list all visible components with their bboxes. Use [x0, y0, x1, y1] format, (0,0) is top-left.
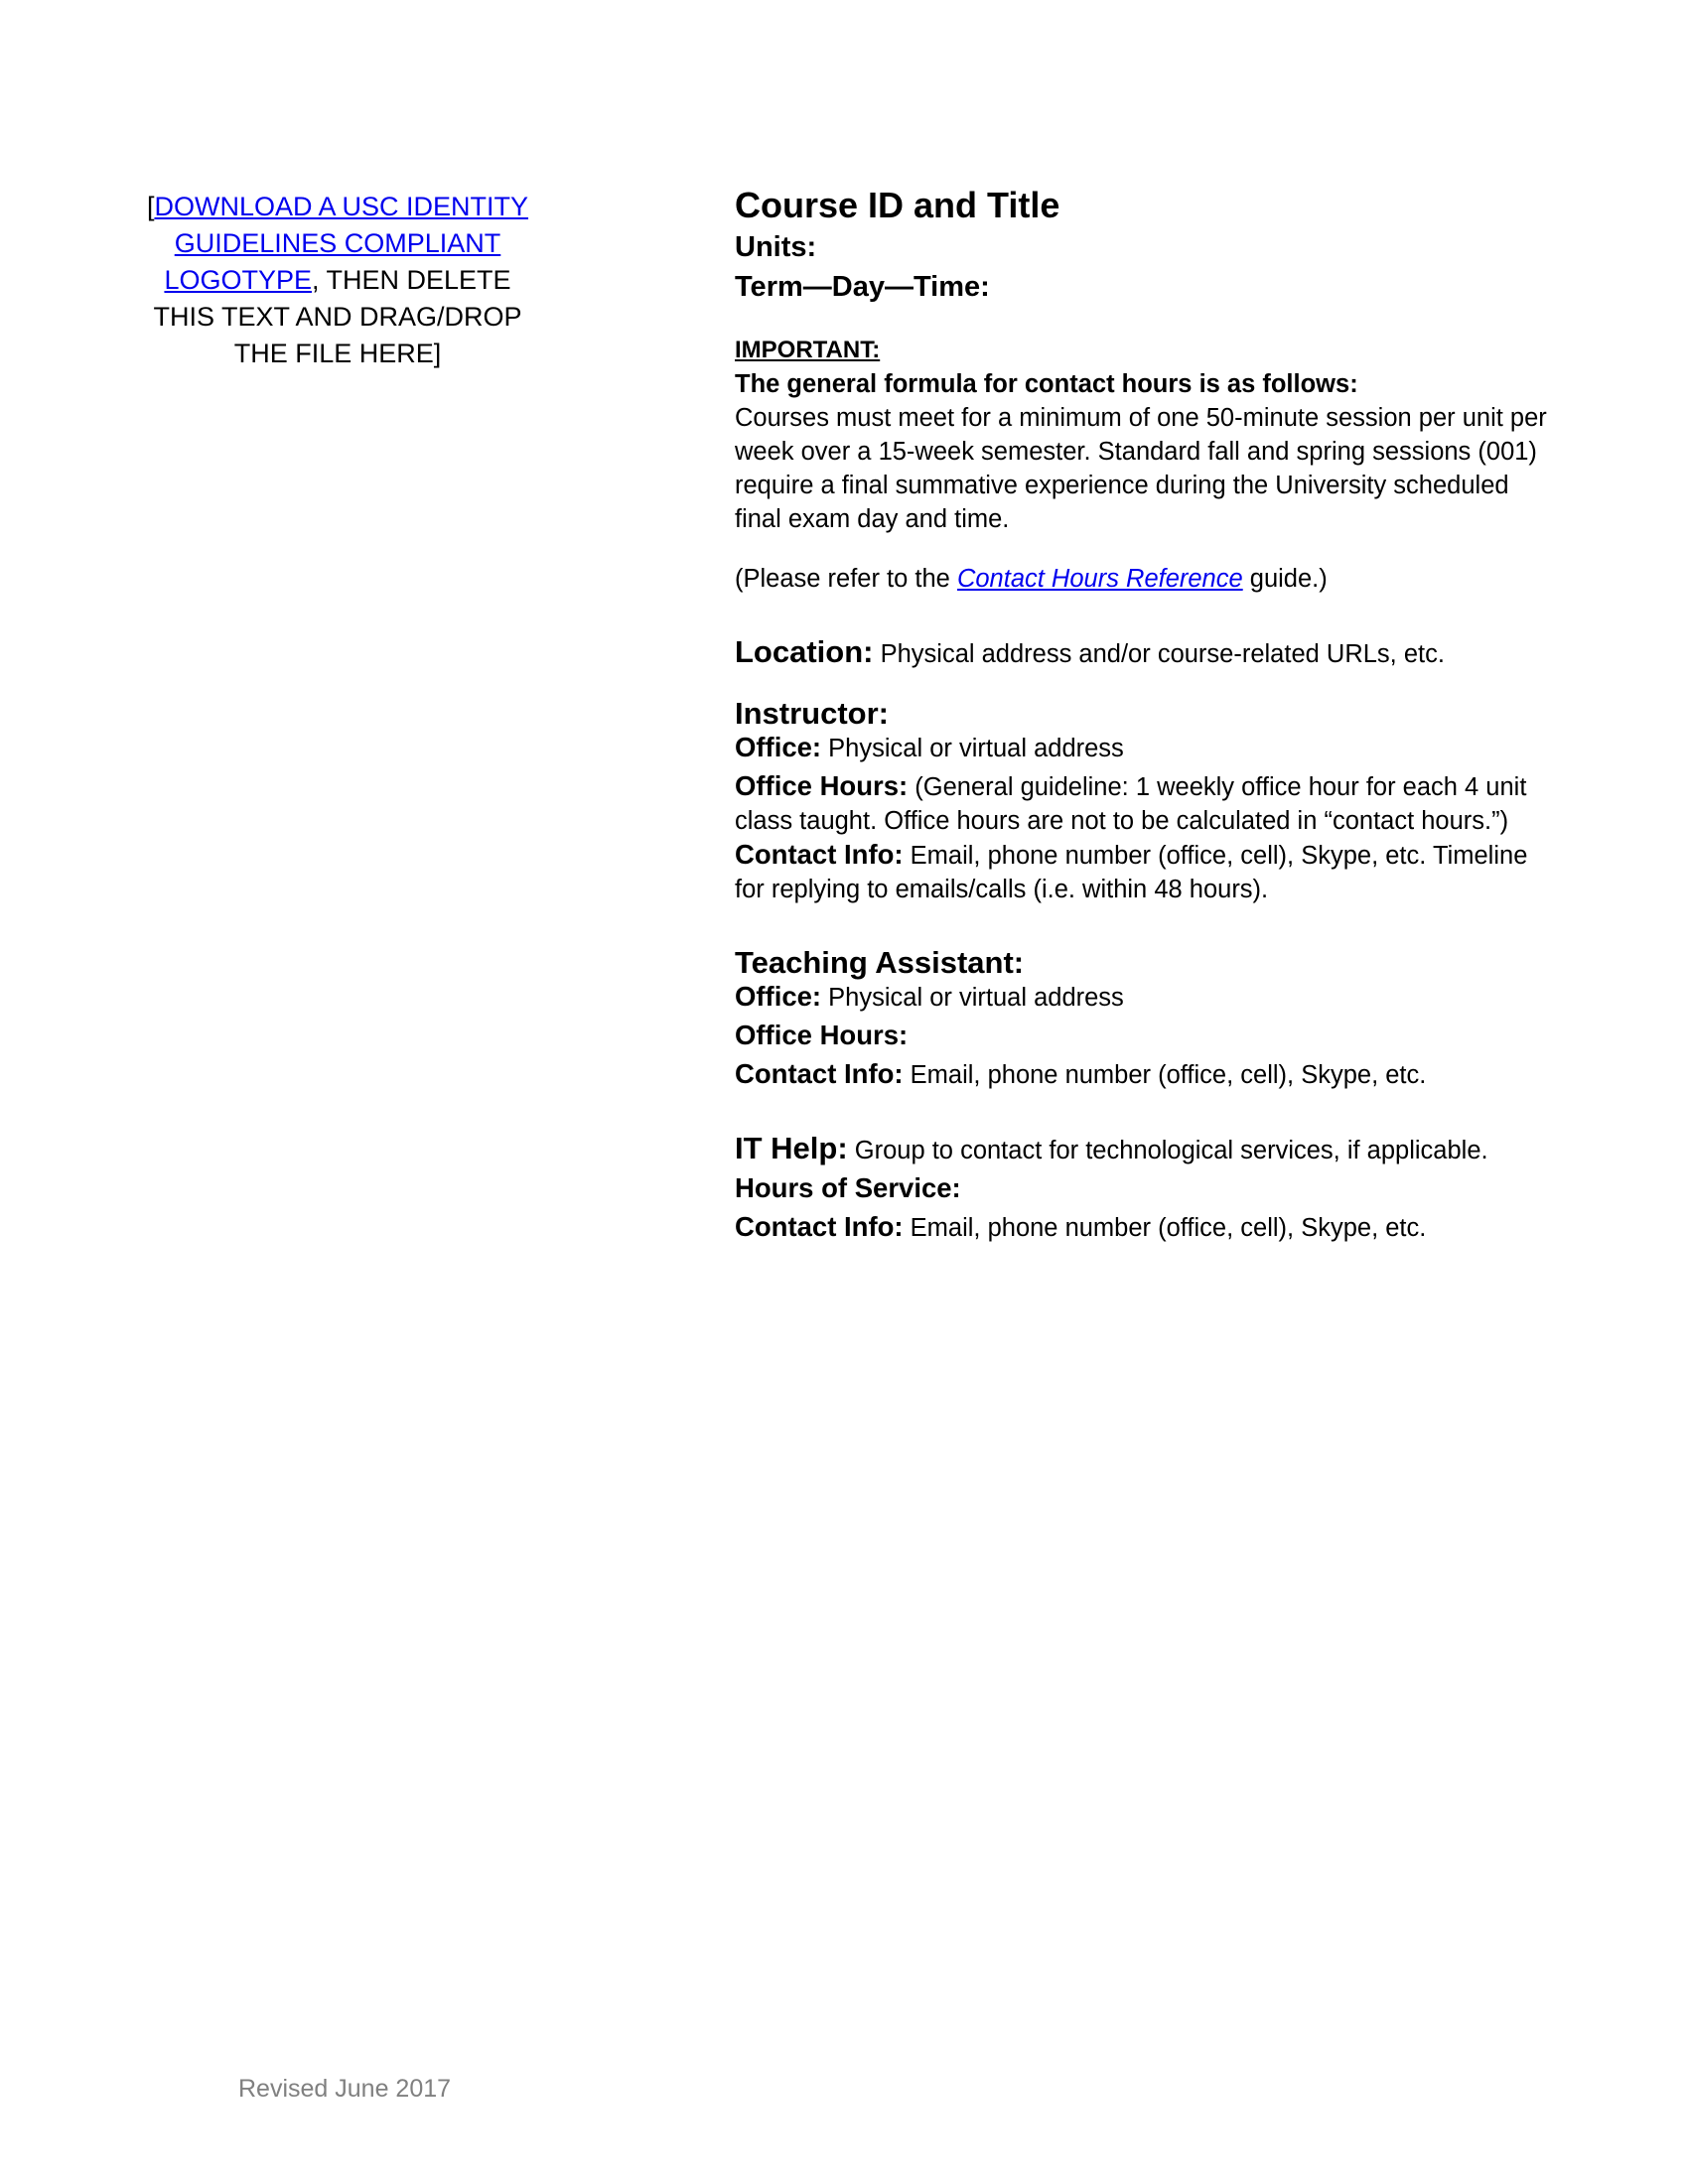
units-label: Units:	[735, 231, 817, 263]
formula-heading: The general formula for contact hours is as follows:	[735, 370, 1358, 398]
instructor-office-value: Physical or virtual address	[821, 735, 1124, 762]
ta-contact-line	[735, 1057, 1549, 1092]
ta-office-value: Physical or virtual address	[821, 984, 1124, 1012]
instructor-hours-label: Office Hours:	[735, 770, 909, 801]
ta-hours-label: Office Hours:	[735, 1020, 909, 1050]
syllabus-header-section	[735, 184, 1549, 1245]
refer-prefix: (Please refer to the	[735, 565, 957, 593]
ta-contact-value: Email, phone number (office, cell), Skype, etc.	[903, 1061, 1427, 1089]
it-help-line	[735, 1132, 1549, 1167]
location-value: Physical address and/or course-related URLs, etc.	[873, 640, 1445, 668]
location-label: Location:	[735, 634, 874, 669]
it-hours-line	[735, 1171, 1549, 1206]
refer-suffix: guide.)	[1242, 565, 1328, 593]
instructor-office-label: Office:	[735, 732, 822, 762]
ta-office-label: Office:	[735, 981, 822, 1012]
important-label: IMPORTANT:	[735, 337, 881, 363]
term-label: Term—Day—Time:	[735, 271, 990, 303]
it-help-value: Group to contact for technological services, if applicable.	[847, 1137, 1488, 1164]
it-contact-line	[735, 1210, 1549, 1245]
instructor-contact-label: Contact Info:	[735, 839, 904, 870]
it-contact-value: Email, phone number (office, cell), Skype, etc.	[903, 1214, 1427, 1242]
ta-heading: Teaching Assistant:	[735, 945, 1025, 980]
ta-office-line	[735, 980, 1549, 1015]
instructor-hours-value: (General guideline: 1 weekly office hour for each 4 unit class taught. Office hours are not to be calculated in “contact hours.”)	[735, 773, 1527, 835]
instructor-office-line	[735, 731, 1549, 765]
instructor-hours-line	[735, 769, 1549, 838]
location-line	[735, 635, 1549, 671]
contact-hours-reference-link[interactable]	[957, 565, 1243, 593]
instructor-contact-line	[735, 838, 1549, 906]
course-title: Course ID and Title	[735, 185, 1060, 225]
it-help-label: IT Help:	[735, 1131, 848, 1165]
bracket-open: [	[146, 192, 155, 221]
logo-placeholder	[139, 189, 536, 372]
ta-contact-label: Contact Info:	[735, 1058, 904, 1089]
instructor-contact-value: Email, phone number (office, cell), Skype, etc. Timeline for replying to emails/calls (i.e. within 48 hours).	[735, 842, 1528, 903]
contact-hours-body: Courses must meet for a minimum of one 50-minute session per unit per week over a 15-week semester. Standard fall and spring sessions (001) require a final summative experience during the University scheduled final exam day and time.	[735, 404, 1547, 533]
instructor-heading: Instructor:	[735, 696, 889, 731]
refer-line	[735, 562, 1549, 596]
revised-date-footer: Revised June 2017	[238, 2075, 452, 2103]
logotype-download-link[interactable]: DOWNLOAD A USC IDENTITY GUIDELINES COMPLIANT LOGOTYPE	[154, 192, 529, 295]
it-contact-label: Contact Info:	[735, 1211, 904, 1242]
it-hours-label: Hours of Service:	[735, 1172, 961, 1203]
ta-hours-line	[735, 1019, 1549, 1053]
contact-hours-reference-text: Contact Hours Reference	[956, 565, 1243, 593]
logo-instruction-text: , THEN DELETE THIS TEXT AND DRAG/DROP THE FILE HERE	[153, 265, 522, 368]
bracket-close: ]	[433, 339, 442, 368]
